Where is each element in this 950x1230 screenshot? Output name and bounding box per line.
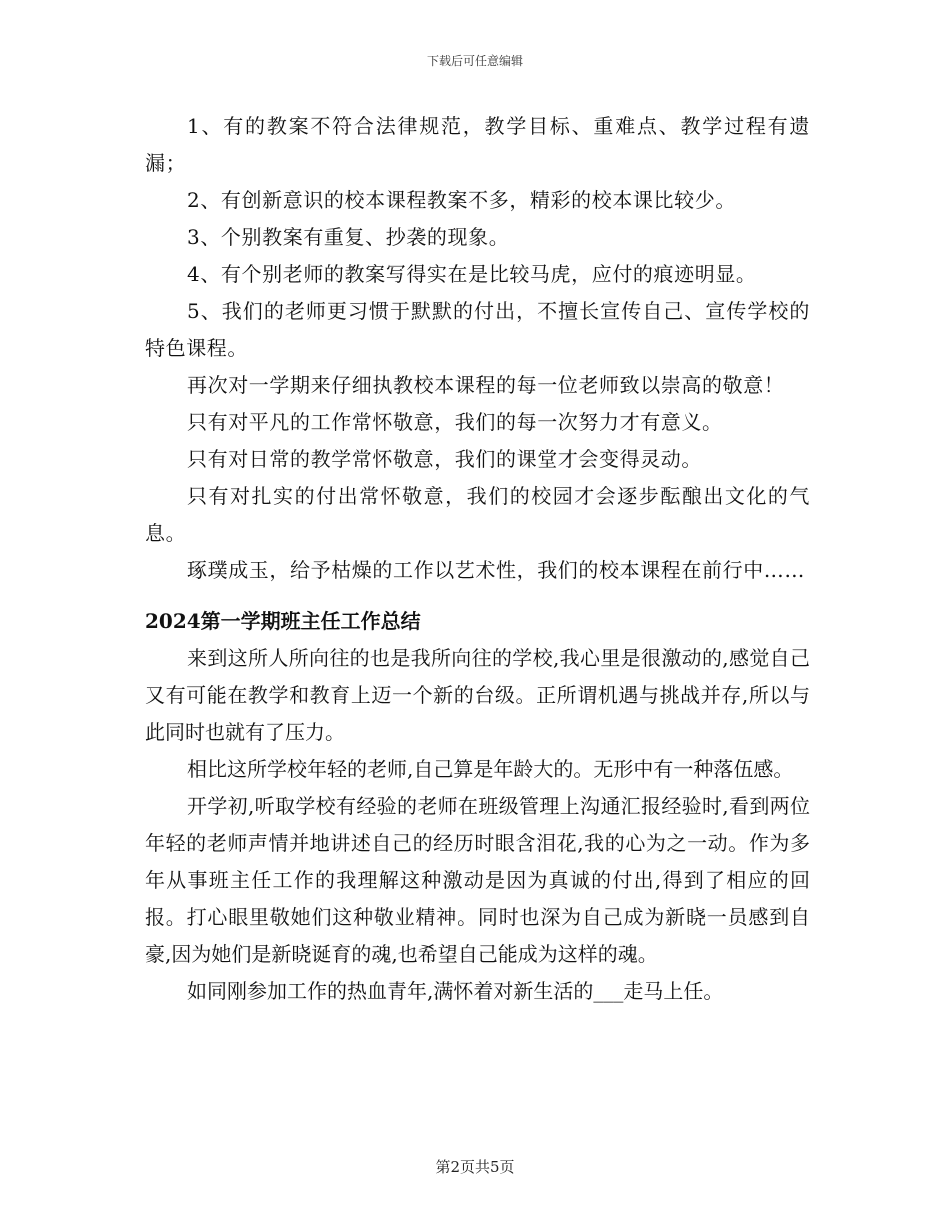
paragraph-issue-3: 3、个别教案有重复、抄袭的现象。 bbox=[187, 225, 510, 249]
paragraph-closing: 琢璞成玉，给予枯燥的工作以艺术性，我们的校本课程在前行中…… bbox=[187, 558, 805, 582]
page-footer: 第2页共5页 bbox=[435, 1158, 515, 1176]
section-class-teacher-summary bbox=[145, 603, 810, 1010]
paragraph-issue-5: 5、我们的老师更习惯于默默的付出，不擅长宣传自己、宣传学校的特色课程。 bbox=[145, 299, 810, 360]
paragraph-issue-4: 4、有个别老师的教案写得实在是比较马虎，应付的痕迹明显。 bbox=[187, 262, 757, 286]
document-body bbox=[145, 108, 810, 1010]
paragraph-new-start: 如同刚参加工作的热血青年,满怀着对新生活的___走马上任。 bbox=[187, 979, 724, 1003]
paragraph-issue-2: 2、有创新意识的校本课程教案不多，精彩的校本课比较少。 bbox=[187, 188, 736, 212]
paragraph-respect: 再次对一学期来仔细执教校本课程的每一位老师致以崇高的敬意！ bbox=[187, 373, 785, 397]
paragraph-age: 相比这所学校年轻的老师,自己算是年龄大的。无形中有一种落伍感。 bbox=[187, 757, 794, 781]
paragraph-daily-teaching: 只有对日常的教学常怀敬意，我们的课堂才会变得灵动。 bbox=[187, 447, 702, 471]
paragraph-start-of-term: 开学初,听取学校有经验的老师在班级管理上沟通汇报经验时,看到两位年轻的老师声情并地讲述自己的经历时眼含泪花,我的心为之一动。作为多年从事班主任工作的我理解这种激动是因为真诚的付出,得到了相应的回报。打心眼里敬她们这种敬业精神。同时也深为自己成为新晓一员感到自豪,因为她们是新晓诞育的魂,也希望自己能成为这样的魂。 bbox=[145, 794, 810, 966]
paragraph-arrival: 来到这所人所向往的也是我所向往的学校,我心里是很激动的,感觉自己又有可能在教学和教育上迈一个新的台级。正所谓机遇与挑战并存,所以与此同时也就有了压力。 bbox=[145, 646, 810, 744]
paragraph-ordinary-work: 只有对平凡的工作常怀敬意，我们的每一次努力才有意义。 bbox=[187, 410, 723, 434]
section-teaching-issues bbox=[145, 108, 810, 589]
page-header: 下载后可任意编辑 bbox=[426, 54, 523, 68]
paragraph-issue-1: 1、有的教案不符合法律规范，教学目标、重难点、教学过程有遗漏； bbox=[145, 114, 810, 175]
section-title: 2024第一学期班主任工作总结 bbox=[145, 609, 421, 633]
paragraph-solid-effort: 只有对扎实的付出常怀敬意，我们的校园才会逐步酝酿出文化的气息。 bbox=[145, 484, 810, 545]
